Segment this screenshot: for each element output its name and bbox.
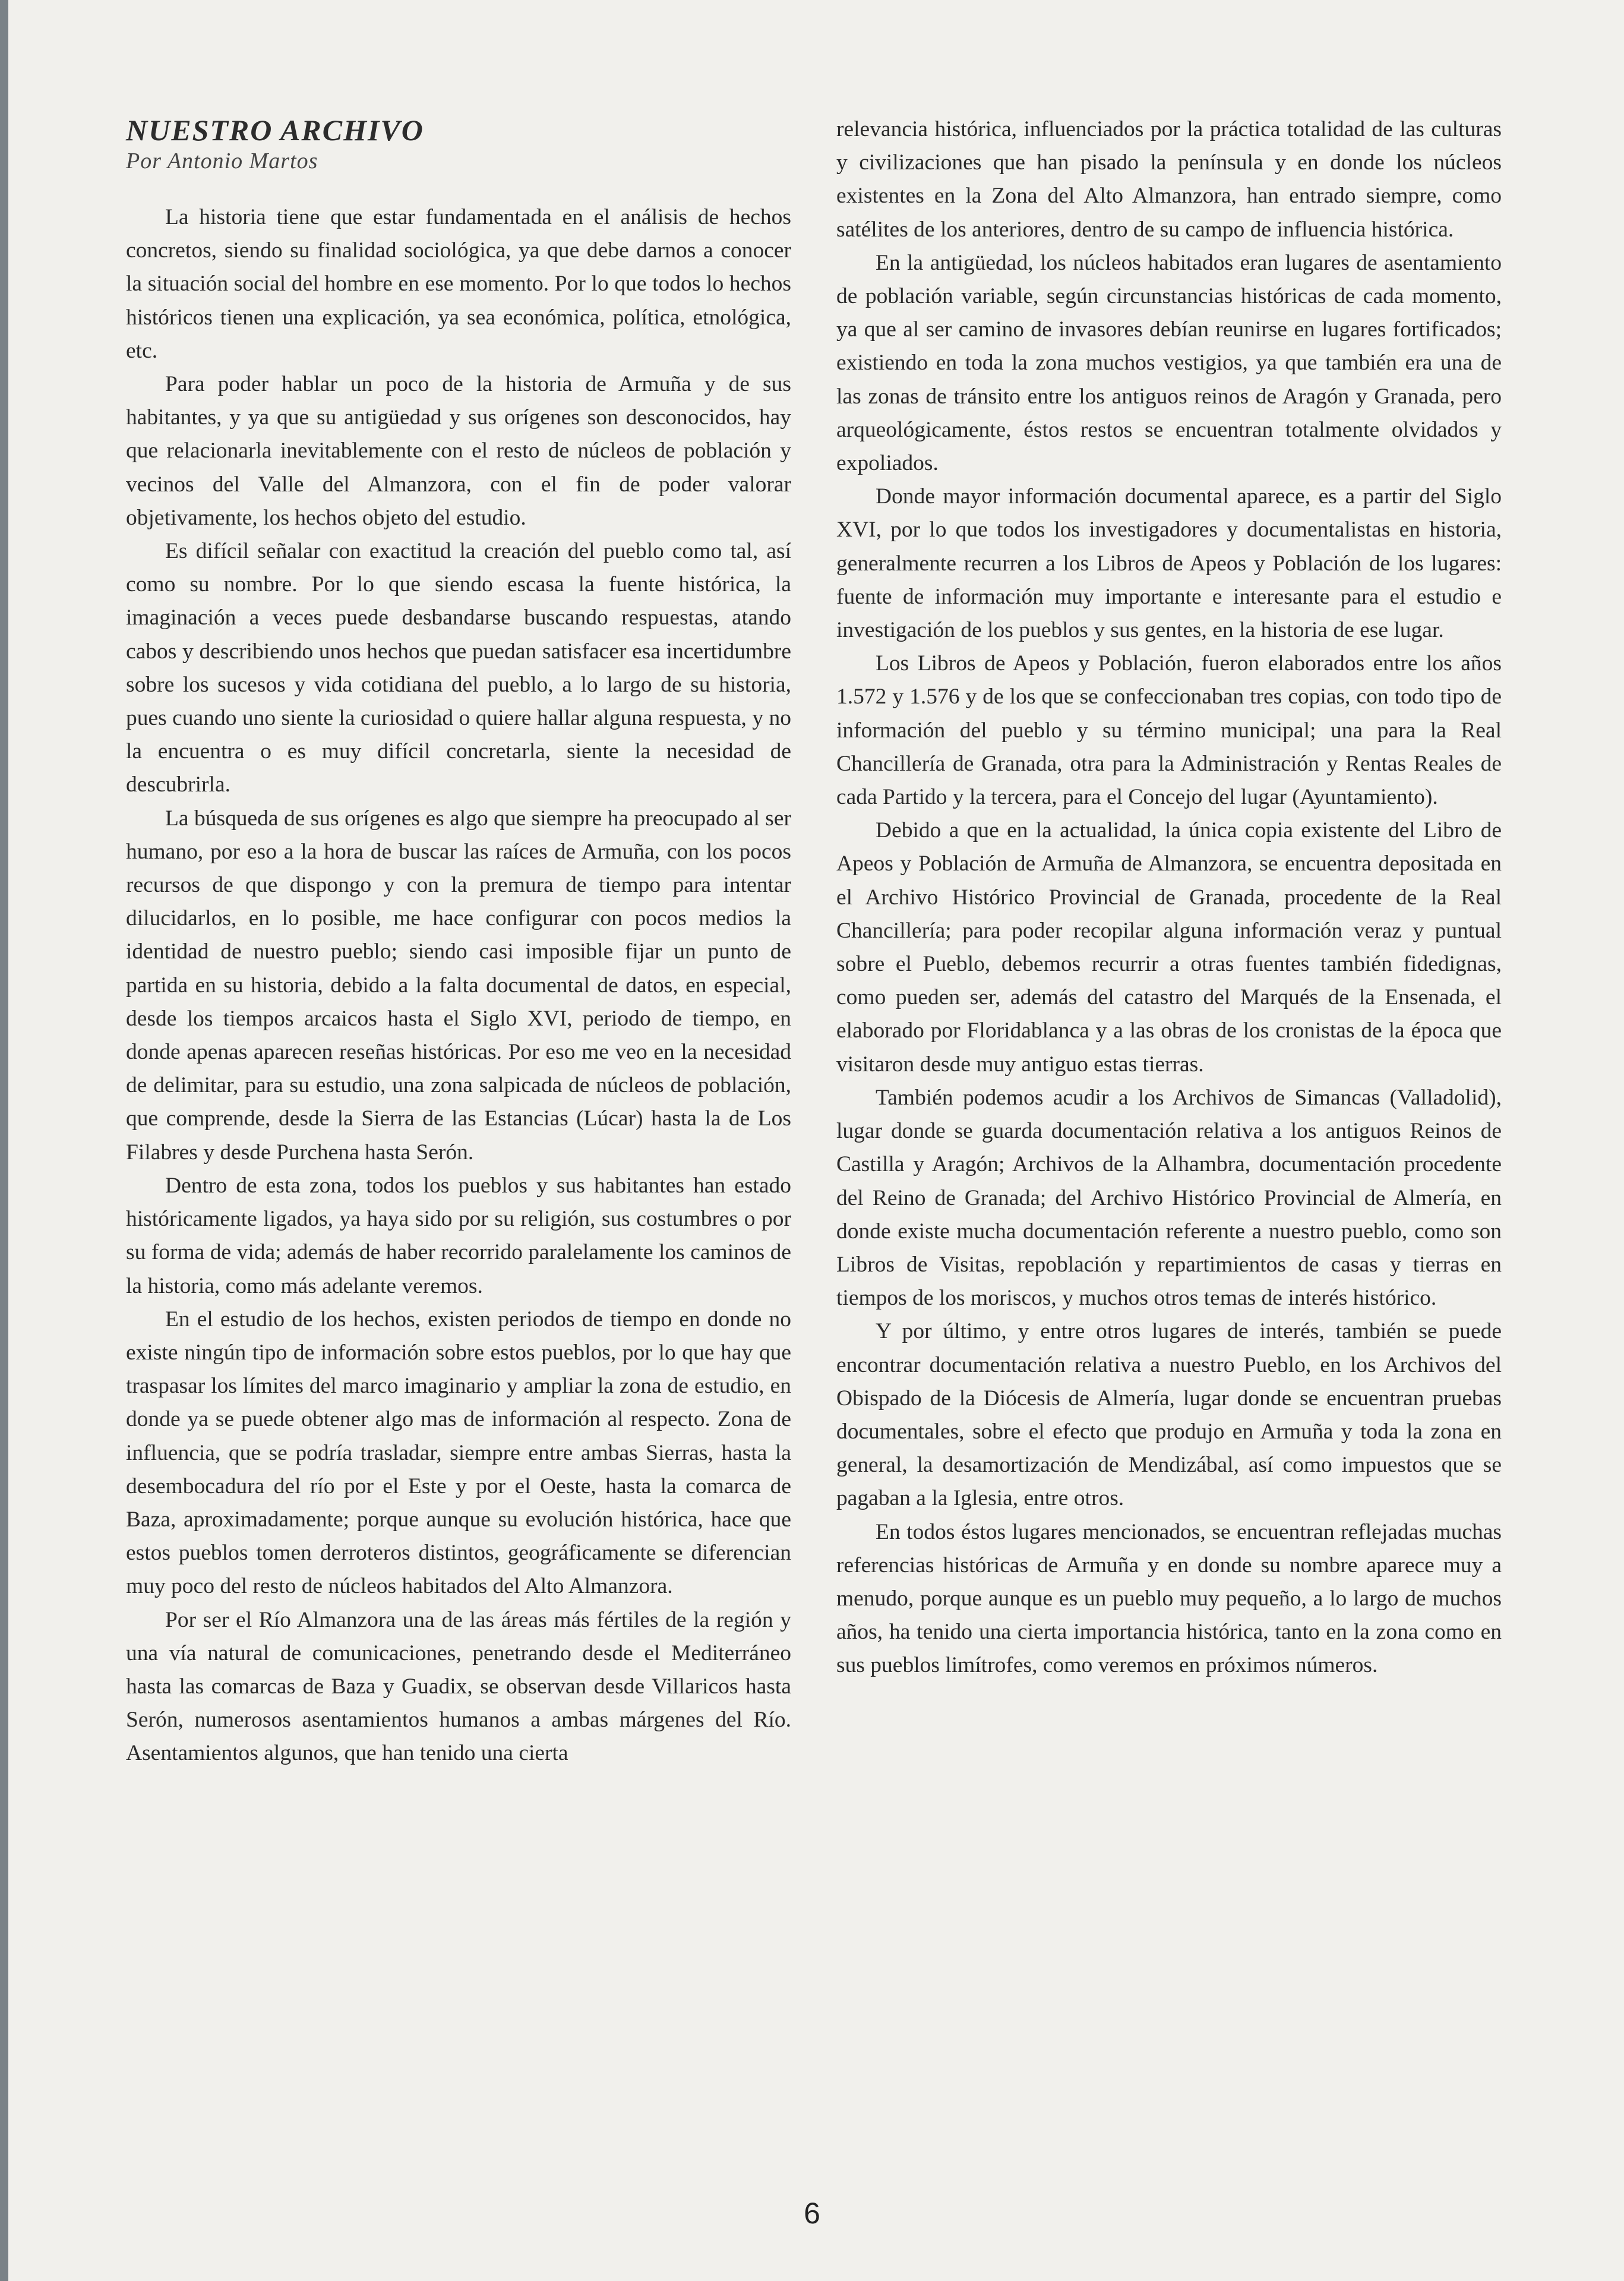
paragraph: Es difícil señalar con exactitud la creación del pueblo como tal, así como su nombre. Por lo que siendo escasa la fuente histórica, la imaginación a veces puede desbandarse buscando respuestas, atando cabos y describiendo unos hechos que puedan satisfacer esa incertidumbre sobre los sucesos y vida cotidiana del pueblo, a lo largo de su historia, pues cuando uno siente la curiosidad o quiere hallar alguna respuesta, y no la encuentra o es muy difícil concretarla, siente la necesidad de descubrirla. [126, 539, 791, 797]
paragraph: Donde mayor información documental aparece, es a partir del Siglo XVI, por lo que todos los investigadores y documentalistas en historia, generalmente recurren a los Libros de Apeos y Población de los lugares: fuente de información muy importante e interesante para el estudio e investigación de los pueblos y sus gentes, en la historia de ese lugar. [836, 484, 1502, 643]
paragraph: relevancia histórica, influenciados por la práctica totalidad de las culturas y civilizaciones que han pisado la península y en donde los núcleos existentes en la Zona del Alto Almanzora, han entrado siempre, como satélites de los anteriores, dentro de su campo de influencia histórica. [836, 117, 1502, 242]
left-column [126, 113, 791, 1771]
paragraph: Y por último, y entre otros lugares de interés, también se puede encontrar documentación relativa a nuestro Pueblo, en los Archivos del Obispado de la Diócesis de Almería, lugar donde se encuentran pruebas documentales, sobre el efecto que produjo en Armuña y toda la zona en general, la desamortización de Mendizábal, así como impuestos que se pagaban a la Iglesia, entre otros. [836, 1319, 1502, 1511]
page-number: 6 [804, 2197, 820, 2230]
paragraph: En la antigüedad, los núcleos habitados eran lugares de asentamiento de población variable, según circunstancias históricas de cada momento, ya que al ser camino de invasores debían reunirse en lugares fortificados; existiendo en toda la zona muchos vestigios, ya que también era una de las zonas de tránsito entre los antiguos reinos de Aragón y Granada, pero arqueológicamente, éstos restos se encuentran totalmente olvidados y expoliados. [836, 250, 1502, 476]
paragraph: También podemos acudir a los Archivos de Simancas (Valladolid), lugar donde se guarda documentación relativa a los antiguos Reinos de Castilla y Aragón; Archivos de la Alhambra, documentación procedente del Reino de Granada; del Archivo Histórico Provincial de Almería, en donde existe mucha documentación referente a nuestro pueblo, como son Libros de Visitas, repoblación y repartimientos de casas y tierras en tiempos de los moriscos, y muchos otros temas de interés histórico. [836, 1085, 1502, 1311]
right-column [836, 113, 1502, 1683]
paragraph: Debido a que en la actualidad, la única copia existente del Libro de Apeos y Población de Armuña de Almanzora, se encuentra depositada en el Archivo Histórico Provincial de Granada, procedente de la Real Chancillería; para poder recopilar alguna información veraz y puntual sobre el Pueblo, debemos recurrir a otras fuentes también fidedignas, como pueden ser, además del catastro del Marqués de la Ensenada, el elaborado por Floridablanca y a las obras de los cronistas de la época que visitaron desde muy antiguo estas tierras. [836, 818, 1502, 1077]
paragraph: En todos éstos lugares mencionados, se encuentran reflejadas muchas referencias históricas de Armuña y en donde su nombre aparece muy a menudo, porque aunque es un pueblo muy pequeño, a lo largo de muchos años, ha tenido una cierta importancia histórica, tanto en la zona como en sus pueblos limítrofes, como veremos en próximos números. [836, 1519, 1502, 1678]
paragraph: Dentro de esta zona, todos los pueblos y sus habitantes han estado históricamente ligados, ya haya sido por su religión, sus costumbres o por su forma de vida; además de haber recorrido paralelamente los caminos de la historia, como más adelante veremos. [126, 1173, 791, 1298]
article-author: Por Antonio Martos [126, 149, 318, 173]
article-title: NUESTRO ARCHIVO [126, 113, 424, 147]
paragraph: Los Libros de Apeos y Población, fueron elaborados entre los años 1.572 y 1.576 y de los que se confeccionaban tres copias, con todo tipo de información del pueblo y su término municipal; una para la Real Chancillería de Granada, otra para la Administración y Rentas Reales de cada Partido y la tercera, para el Concejo del lugar (Ayuntamiento). [836, 651, 1502, 810]
paragraph: En el estudio de los hechos, existen periodos de tiempo en donde no existe ningún tipo de información sobre estos pueblos, por lo que hay que traspasar los límites del marco imaginario y ampliar la zona de estudio, en donde ya se puede obtener algo mas de información al respecto. Zona de influencia, que se podría trasladar, siempre entre ambas Sierras, hasta la desembocadura del río por el Este y por el Oeste, hasta la comarca de Baza, aproximadamente; porque aunque su evolución histórica, hace que estos pueblos tomen derroteros distintos, geográficamente se diferencian muy poco del resto de núcleos habitados del Alto Almanzora. [126, 1307, 791, 1599]
paragraph: Para poder hablar un poco de la historia de Armuña y de sus habitantes, y ya que su antigüedad y sus orígenes son desconocidos, hay que relacionarla inevitablemente con el resto de núcleos de población y vecinos del Valle del Almanzora, con el fin de poder valorar objetivamente, los hechos objeto del estudio. [126, 372, 791, 530]
paragraph: La historia tiene que estar fundamentada en el análisis de hechos concretos, siendo su finalidad sociológica, ya que debe darnos a conocer la situación social del hombre en ese momento. Por lo que todos lo hechos históricos tienen una explicación, ya sea económica, política, etnológica, etc. [126, 205, 791, 363]
paragraph: La búsqueda de sus orígenes es algo que siempre ha preocupado al ser humano, por eso a la hora de buscar las raíces de Armuña, con los pocos recursos de que dispongo y con la premura de tiempo para intentar dilucidarlos, en lo posible, me hace configurar con pocos medios la identidad de nuestro pueblo; siendo casi imposible fijar un punto de partida en su historia, debido a la falta documental de datos, en especial, desde los tiempos arcaicos hasta el Siglo XVI, periodo de tiempo, en donde apenas aparecen reseñas históricas. Por eso me veo en la necesidad de delimitar, para su estudio, una zona salpicada de núcleos de población, que comprende, desde la Sierra de las Estancias (Lúcar) hasta la de Los Filabres y desde Purchena hasta Serón. [126, 806, 791, 1165]
paragraph: Por ser el Río Almanzora una de las áreas más fértiles de la región y una vía natural de comunicaciones, penetrando desde el Mediterráneo hasta las comarcas de Baza y Guadix, se observan desde Villaricos hasta Serón, numerosos asentamientos humanos a ambas márgenes del Río. Asentamientos algunos, que han tenido una cierta [126, 1607, 791, 1766]
scan-edge [0, 0, 8, 2281]
